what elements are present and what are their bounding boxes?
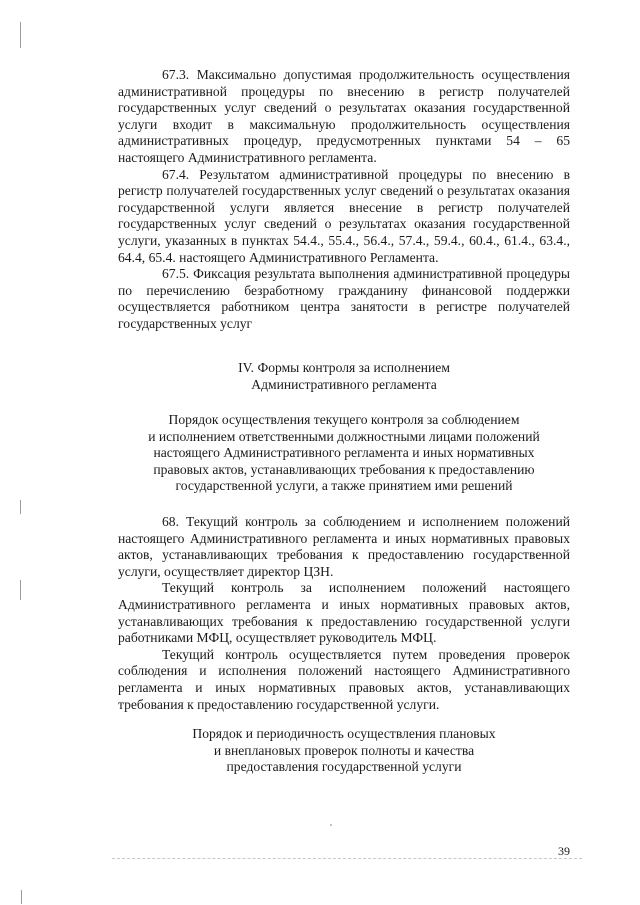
section-67-paragraphs xyxy=(118,67,570,333)
subheading-inspections: Порядок и периодичность осуществления плановых и внеплановых проверок полноты и качества предоставления государственной услуги xyxy=(192,726,496,775)
paragraph-68-mfc: Текущий контроль за исполнением положений настоящего Административного регламента и иных нормативных правовых актов, устанавливающих требования к предоставлению государственной услуги работниками МФЦ, осуществляет руководитель МФЦ. xyxy=(118,580,570,646)
scan-speck xyxy=(330,824,332,826)
scan-edge-mark xyxy=(20,580,21,600)
paragraph-67-3: 67.3. Максимально допустимая продолжительность осуществления административной процедуры по внесению в регистр получателей государственных услуг сведений о результатах оказания государственной услуги входит в максимальную продолжительность осуществления административных процедур, предусмотренных пунктами 54 – 65 настоящего Административного регламента. xyxy=(118,67,570,165)
paragraph-68: 68. Текущий контроль за соблюдением и исполнением положений настоящего Административного регламента и иных нормативных правовых актов, устанавливающих требования к предоставлению государственной услуги, осуществляет директор ЦЗН. xyxy=(118,514,570,579)
subheading-2-block xyxy=(118,726,570,776)
subheading-1-block xyxy=(118,412,570,495)
section-68-paragraphs xyxy=(118,514,570,713)
subheading-current-control: Порядок осуществления текущего контроля за соблюдением и исполнением ответственными должностными лицами положений настоящего Административного регламента и иных нормативных правовых актов, устанавливающих требования к предоставлению государственной услуги, а также принятием ими решений xyxy=(148,412,540,494)
scan-edge-mark xyxy=(21,890,22,904)
paragraph-67-4: 67.4. Результатом административной процедуры по внесению в регистр получателей государственных услуг сведений о результатах оказания государственной услуги является внесение в регистр получателей государственных услуг сведений о результатах оказания государственной услуги, указанных в пунктах 54.4., 55.4., 56.4., 57.4., 59.4., 60.4., 61.4., 63.4., 64.4, 65.4. настоящего Административного Регламента. xyxy=(118,166,570,265)
page-number: 39 xyxy=(558,844,570,858)
paragraph-68-checks: Текущий контроль осуществляется путем проведения проверок соблюдения и исполнения положений настоящего Административного регламента и иных нормативных правовых актов, устанавливающих требования к предоставлению государственной услуги. xyxy=(118,646,570,712)
scan-edge-mark xyxy=(20,22,21,48)
scan-edge-mark xyxy=(20,500,21,514)
section-heading: IV. Формы контроля за исполнением Административного регламента xyxy=(238,360,450,392)
section-heading-block xyxy=(118,360,570,393)
paragraph-67-5: 67.5. Фиксация результата выполнения административной процедуры по перечислению безработному гражданину финансовой поддержки осуществляется работником центра занятости в регистре получателей государственных услуг xyxy=(118,266,570,331)
scan-bottom-line xyxy=(112,858,582,859)
